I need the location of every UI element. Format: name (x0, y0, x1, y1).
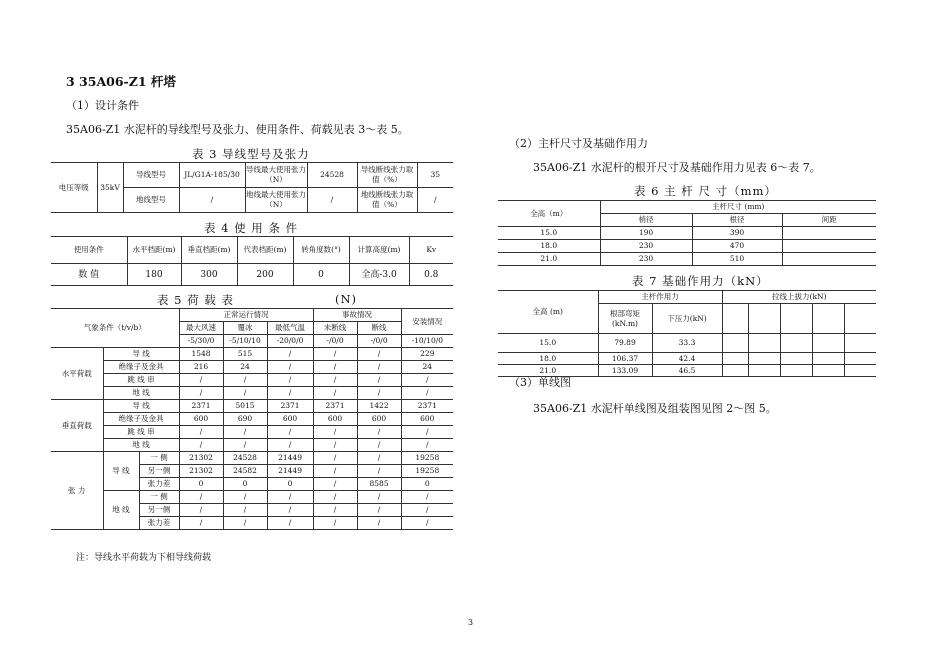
tc-row-name: 张力差 (139, 478, 179, 491)
cell (748, 334, 780, 353)
cell: 229 (401, 348, 453, 361)
cell: / (401, 426, 453, 439)
cell: 510 (692, 253, 782, 266)
intro-paragraph: 35A06-Z1 水泥杆的导线型号及张力、使用条件、荷载见表 3～表 5。 (66, 123, 409, 136)
cond-type-value: JL/G1A-185/30 (179, 163, 245, 188)
t6-col: 根径 (692, 214, 782, 227)
cell: / (223, 517, 267, 530)
cell: / (401, 504, 453, 517)
cell: 18.0 (498, 353, 598, 365)
cell: / (401, 387, 453, 400)
cell (782, 240, 876, 253)
table3-caption: 表 3 导线型号及张力 (192, 147, 310, 161)
cell: 21302 (179, 452, 223, 465)
table3 (51, 162, 453, 213)
table4 (51, 236, 453, 286)
t5-cond: -5/30/0 (179, 335, 223, 348)
cell: 230 (600, 253, 692, 266)
t6-col: 梢径 (600, 214, 692, 227)
tc-row-name: 另一侧 (139, 465, 179, 478)
cell: 690 (223, 413, 267, 426)
t4-header: 代表档距(m) (237, 237, 293, 264)
cell (780, 334, 812, 353)
cell: / (223, 374, 267, 387)
cell: 42.4 (652, 353, 722, 365)
table5-unit: (N) (335, 292, 358, 306)
t7-pull-group: 拉线上拔力(kN) (722, 291, 876, 304)
cond-max-value: 24528 (307, 163, 357, 188)
cell (748, 304, 780, 334)
cell (812, 304, 844, 334)
voltage-value: 35kV (97, 163, 123, 213)
h-row-name: 跳 线 串 (103, 374, 179, 387)
h-row-name: 绝缘子及金具 (103, 361, 179, 374)
t5-cond: -20/0/0 (267, 335, 313, 348)
gw-break-value: / (417, 188, 453, 213)
cell (782, 253, 876, 266)
t4-header: 使用条件 (51, 237, 127, 264)
cell: 0 (401, 478, 453, 491)
cell: 600 (313, 413, 357, 426)
cell: 5015 (223, 400, 267, 413)
cell: 216 (179, 361, 223, 374)
cell: / (179, 387, 223, 400)
cell: / (267, 387, 313, 400)
cell: / (401, 439, 453, 452)
cell: 1548 (179, 348, 223, 361)
tg-row-name: 另一侧 (139, 504, 179, 517)
cell: / (401, 374, 453, 387)
table5-caption: 表 5 荷 载 表 (157, 293, 234, 307)
cell: / (313, 361, 357, 374)
cell (722, 304, 748, 334)
tension-label: 张 力 (51, 452, 103, 530)
cell: 18.0 (498, 240, 600, 253)
t4-value: 0 (293, 264, 349, 286)
install-header: 安装情况 (401, 309, 453, 335)
cell: 600 (401, 413, 453, 426)
cell: 0 (179, 478, 223, 491)
cell: 21.0 (498, 365, 598, 377)
cell: 21449 (267, 465, 313, 478)
t6-group-header: 主杆尺寸 (mm) (600, 201, 876, 214)
t4-header: Kv (409, 237, 453, 264)
cell: 190 (600, 227, 692, 240)
cell: / (357, 465, 401, 478)
cell: / (357, 348, 401, 361)
cell: / (267, 517, 313, 530)
cell (748, 353, 780, 365)
t5-cond: -/0/0 (357, 335, 401, 348)
cell: / (313, 504, 357, 517)
cell: / (313, 439, 357, 452)
cell: / (223, 439, 267, 452)
table7 (498, 290, 876, 377)
cell: / (401, 491, 453, 504)
t5-col: 最大风速 (179, 322, 223, 335)
cell: 24 (223, 361, 267, 374)
t4-value: 200 (237, 264, 293, 286)
cell (780, 304, 812, 334)
t5-col: 断线 (357, 322, 401, 335)
cond-max-label: 导线最大使用张力（N） (245, 163, 307, 188)
tension-conductor-label: 导 线 (103, 452, 139, 491)
tension-ground-label: 地 线 (103, 491, 139, 530)
cell: 24 (401, 361, 453, 374)
t7-col: 下压力(kN) (652, 304, 722, 334)
t4-row-label: 数 值 (51, 264, 127, 286)
cell (844, 304, 876, 334)
cond-break-value: 35 (417, 163, 453, 188)
cell: / (267, 374, 313, 387)
t4-value: 180 (127, 264, 181, 286)
t5-col: 最低气温 (267, 322, 313, 335)
cell (844, 353, 876, 365)
cell (812, 353, 844, 365)
t4-header: 水平档距(m) (127, 237, 181, 264)
t5-col: 未断线 (313, 322, 357, 335)
cell: 600 (357, 413, 401, 426)
cell: 79.89 (598, 334, 652, 353)
cell: 24528 (223, 452, 267, 465)
gw-break-label: 地线断线张力取值（%） (357, 188, 417, 213)
cell: 1422 (357, 400, 401, 413)
t4-header: 转角度数(°) (293, 237, 349, 264)
cell: 2371 (179, 400, 223, 413)
cell: / (357, 504, 401, 517)
cell: / (313, 491, 357, 504)
cell: / (179, 426, 223, 439)
tc-row-name: 一 侧 (139, 452, 179, 465)
table6-caption: 表 6 主 杆 尺 寸（mm） (634, 184, 777, 198)
cell (812, 334, 844, 353)
t7-main-group: 主杆作用力 (598, 291, 722, 304)
cell: 21.0 (498, 253, 600, 266)
t6-height-label: 全高（m） (498, 201, 600, 227)
table5 (51, 308, 453, 530)
cell: / (313, 426, 357, 439)
cell: 19258 (401, 452, 453, 465)
t4-value: 300 (181, 264, 237, 286)
cell: / (357, 374, 401, 387)
cell: / (357, 491, 401, 504)
cond-break-label: 导线断线张力取值（%） (357, 163, 417, 188)
cell (748, 365, 780, 377)
table6 (498, 200, 876, 266)
v-row-name: 地 线 (103, 439, 179, 452)
cell: / (313, 374, 357, 387)
page-number: 3 (468, 618, 474, 627)
table4-caption: 表 4 使 用 条 件 (204, 221, 299, 235)
table7-caption: 表 7 基础作用力（kN） (632, 274, 769, 288)
gw-type-label: 地线型号 (123, 188, 179, 213)
t4-value: 0.8 (409, 264, 453, 286)
cell (844, 334, 876, 353)
cell: 21302 (179, 465, 223, 478)
cell: 515 (223, 348, 267, 361)
cell: 0 (267, 478, 313, 491)
cell: 15.0 (498, 227, 600, 240)
cell (722, 353, 748, 365)
section-title: 3 35A06-Z1 杆塔 (66, 74, 176, 89)
cell: / (223, 504, 267, 517)
t5-col: 覆冰 (223, 322, 267, 335)
intro-paragraph-2: 35A06-Z1 水泥杆的根开尺寸及基础作用力见表 6～表 7。 (533, 161, 821, 174)
cell: / (179, 374, 223, 387)
cell: / (401, 517, 453, 530)
cell (722, 334, 748, 353)
cell: 600 (179, 413, 223, 426)
cell: / (313, 465, 357, 478)
cell: / (267, 439, 313, 452)
subsection-design-conditions: （1）设计条件 (66, 99, 139, 112)
cell: 470 (692, 240, 782, 253)
gw-type-value: / (179, 188, 245, 213)
cell: / (223, 387, 267, 400)
h-row-name: 导 线 (103, 348, 179, 361)
v-row-name: 跳 线 串 (103, 426, 179, 439)
cell: / (313, 478, 357, 491)
cell: 2371 (313, 400, 357, 413)
t4-header: 垂直档距(m) (181, 237, 237, 264)
cell: / (313, 517, 357, 530)
tg-row-name: 一 侧 (139, 491, 179, 504)
t6-col: 间距 (782, 214, 876, 227)
cell: / (267, 348, 313, 361)
h-row-name: 地 线 (103, 387, 179, 400)
gw-max-label: 地线最大使用张力（N） (245, 188, 307, 213)
cell: / (357, 387, 401, 400)
tg-row-name: 张力差 (139, 517, 179, 530)
cell: / (267, 504, 313, 517)
t5-cond: -/0/0 (313, 335, 357, 348)
cell: 230 (600, 240, 692, 253)
cell: / (357, 439, 401, 452)
cell: 106.37 (598, 353, 652, 365)
cell: 24582 (223, 465, 267, 478)
cell: 2371 (401, 400, 453, 413)
t4-value: 全高-3.0 (349, 264, 409, 286)
v-row-name: 导 线 (103, 400, 179, 413)
cond-type-label: 导线型号 (123, 163, 179, 188)
cell: 46.5 (652, 365, 722, 377)
t5-cond: -5/10/10 (223, 335, 267, 348)
cell: 0 (223, 478, 267, 491)
cell: / (223, 426, 267, 439)
cell: 19258 (401, 465, 453, 478)
cell: 21449 (267, 452, 313, 465)
cell: / (267, 361, 313, 374)
cell: / (179, 517, 223, 530)
subsection-single-line: （3）单线图 (509, 376, 571, 389)
table5-note: 注：导线水平荷载为下相导线荷载 (76, 553, 212, 563)
t7-col: 根部弯矩(kN.m) (598, 304, 652, 334)
cell: / (179, 504, 223, 517)
cell: / (313, 387, 357, 400)
cell: 8585 (357, 478, 401, 491)
cell: 33.3 (652, 334, 722, 353)
v-load-label: 垂直荷载 (51, 400, 103, 452)
voltage-label: 电压等级 (51, 163, 97, 213)
intro-paragraph-3: 35A06-Z1 水泥杆单线图及组装图见图 2～图 5。 (533, 402, 777, 415)
cell: / (267, 426, 313, 439)
cell: / (313, 452, 357, 465)
cell: 390 (692, 227, 782, 240)
cell: / (179, 491, 223, 504)
gw-max-value: / (307, 188, 357, 213)
cell: 600 (267, 413, 313, 426)
weather-label: 气象条件（t/v/b） (51, 309, 179, 348)
h-load-label: 水平荷载 (51, 348, 103, 400)
cell (782, 227, 876, 240)
cell: 2371 (267, 400, 313, 413)
cell (812, 365, 844, 377)
cell: 133.09 (598, 365, 652, 377)
t7-height-label: 全高 (m) (498, 291, 598, 334)
t4-header: 计算高度(m) (349, 237, 409, 264)
cell: / (223, 491, 267, 504)
cell: / (357, 361, 401, 374)
normal-header: 正常运行情况 (179, 309, 313, 322)
cell: / (267, 491, 313, 504)
t5-cond: -10/10/0 (401, 335, 453, 348)
cell (780, 365, 812, 377)
cell (844, 365, 876, 377)
v-row-name: 绝缘子及金具 (103, 413, 179, 426)
cell (722, 365, 748, 377)
cell: / (313, 348, 357, 361)
cell: / (179, 439, 223, 452)
cell: / (357, 426, 401, 439)
subsection-pole-dimensions: （2）主杆尺寸及基础作用力 (509, 137, 648, 150)
cell: / (357, 452, 401, 465)
cell: / (357, 517, 401, 530)
cell: 15.0 (498, 334, 598, 353)
cell (780, 353, 812, 365)
accident-header: 事故情况 (313, 309, 401, 322)
